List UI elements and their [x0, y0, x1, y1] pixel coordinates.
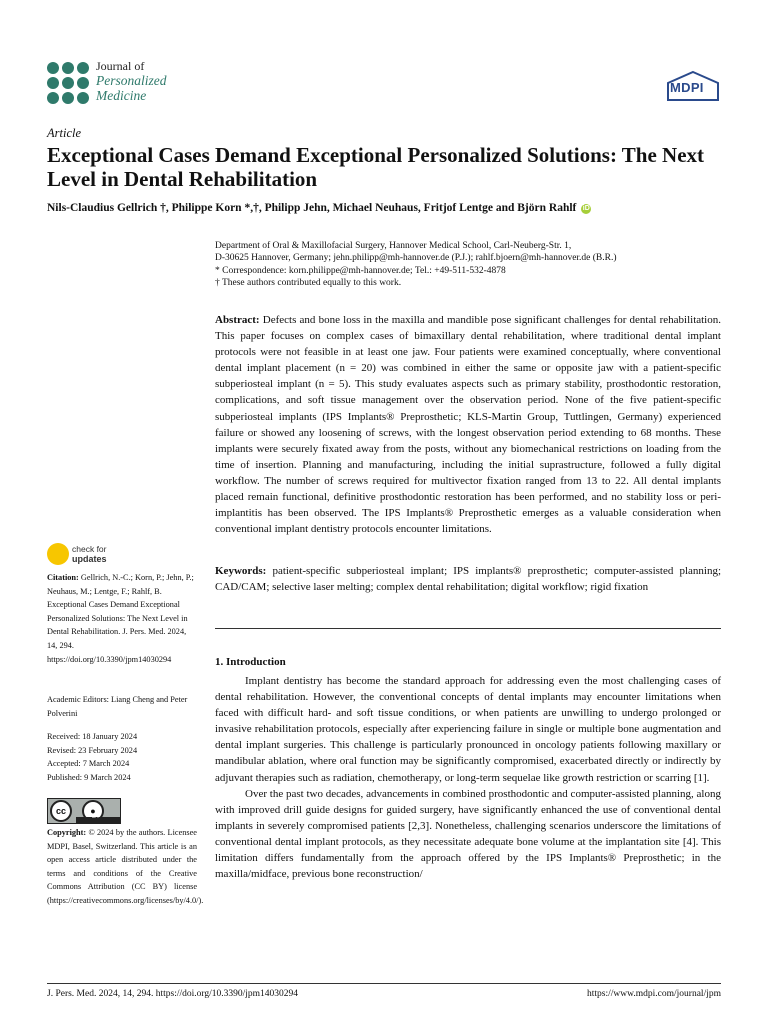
abstract — [215, 312, 721, 537]
footer-journal-url[interactable]: https://www.mdpi.com/journal/jpm — [587, 989, 721, 999]
footer-citation: J. Pers. Med. 2024, 14, 294. https://doi.org/10.3390/jpm14030294 — [47, 989, 299, 999]
paragraph: Over the past two decades, advancements in combined prosthodontic and computer-assisted planning, along with improved drill guide designs for guided surgery, have significantly enhanced the use of conventional dental implants in severely compromised patients [2,3]. Nonetheless, challenging scenarios underscore the limitations of conventional dental implant protocols, as they necessitate adequate bone volume at the implantation site [4]. This limitation differs fundamentally from the approach offered by the IPS Implants® Preprosthetic; in the maxilla/midface, previous bone reconstruction/ — [215, 787, 721, 881]
affiliation-line-1: Department of Oral & Maxillofacial Surgery, Hannover Medical School, Carl-Neuberg-Str. 1, — [215, 241, 572, 251]
correspondence: * Correspondence: korn.philippe@mh-hannover.de; Tel.: +49-511-532-4878 — [215, 265, 506, 276]
check-for-updates-line2[interactable]: updates — [72, 554, 107, 564]
orcid-icon[interactable]: iD — [582, 205, 590, 212]
abstract-text: Defects and bone loss in the maxilla and mandible pose significant challenges for dental rehabilitation. This paper focuses on complex cases of bimaxillary dental rehabilitation, where traditional dental implant protocols were not feasible in at least one jaw. Four patients were examined conceptually, where conventional dental implant placement (n = 20) was combined in either the same or opposite jaw with a patient-specific subperiosteal implant (n = 5). This study evaluates aspects such as primary stability, prosthodontic restoration, complications, and soft tissue management over the observation period. None of the five patient-specific subperiosteal implants (IPS Implants® Preprosthetic; KLS-Martin Group, Tuttlingen, Germany) experienced failure or showed any loosening of screws, with the longest observation period extending to 68 months. These implants were securely fixated away from the posts, without any biomechanical restrictions on loading from the time of insertion. Planning and manufacturing, including the initial suprastructure, followed a fully digital workflow. The number of screws required for multivector fixation ranged from 13 to 22. All dental implants placed remain functional, definitive prosthodontic restoration has been performed, and no stability loss or peri-implantitis has been observed. The IPS Implants® Preprosthetic emerges as a valuable consideration when conventional implant dentistry protocols encounter limitations. — [215, 314, 721, 536]
copyright-label: Copyright: — [47, 828, 87, 837]
received-date: Received: 18 January 2024 — [47, 732, 138, 741]
footer-divider — [47, 983, 721, 984]
author-list — [47, 202, 747, 214]
by-label: BY — [92, 814, 101, 820]
abstract-label: Abstract: — [215, 314, 260, 326]
accepted-date: Accepted: 7 March 2024 — [47, 759, 130, 769]
section-divider — [215, 628, 721, 629]
keywords-label: Keywords: — [215, 565, 267, 577]
journal-name-line2: Personalized — [96, 73, 167, 88]
citation-label: Citation: — [47, 573, 79, 582]
journal-name-line1: Journal of — [96, 59, 145, 73]
section-heading-introduction: 1. Introduction — [215, 656, 286, 668]
affiliations — [215, 240, 715, 290]
author-names: Nils-Claudius Gellrich †, Philippe Korn *,†, Philipp Jehn, Michael Neuhaus, Fritjof Lentge and Björn Rahlf — [47, 202, 577, 214]
journal-name — [96, 59, 167, 103]
keywords — [215, 563, 721, 595]
article-title: Exceptional Cases Demand Exceptional Personalized Solutions: The Next Level in Dental Rehabilitation — [47, 143, 705, 191]
cc-by-license-icon[interactable] — [47, 798, 121, 824]
revised-date: Revised: 23 February 2024 — [47, 745, 138, 755]
journal-logo-icon — [47, 62, 89, 104]
by-label-bar — [76, 814, 120, 823]
citation-text: Gellrich, N.-C.; Korn, P.; Jehn, P.; Neuhaus, M.; Lentge, F.; Rahlf, B. Exceptional Cases Demand Exceptional Personalized Solutions: The Next Level in Dental Rehabilitation. J. Pers. Med. 2024, 14, 294. https://doi.org/10.3390/jpm14030294 — [47, 573, 194, 664]
check-for-updates-line1[interactable]: check for — [72, 544, 107, 554]
equal-contribution-note: † These authors contributed equally to this work. — [215, 278, 402, 289]
keywords-text: patient-specific subperiosteal implant; IPS implants® preprosthetic; computer-assisted planning; CAD/CAM; selective laser melting; complex dental rehabilitation; digital workflow; rigid fixation — [215, 565, 721, 594]
citation-block — [47, 571, 197, 666]
paragraph: Implant dentistry has become the standard approach for addressing even the most challenging cases of dental rehabilitation. However, the conventional concepts of dental implants may encounter limitations when faced with difficult hard- and soft tissue conditions, or when patients are unwilling to undergo prolonged or invasive rehabilitation protocols, especially after experiencing failure in single or multiple bone augmentation and dental implant surgeries. This challenge is particularly pronounced in oncology patients following maxillary or mandibular ablation, where oral function may be significantly compromised, exacerbated directly or indirectly by adjuvant therapies such as radiation, chemotherapy, or long-term sequelae like growth restriction or scarring [1]. — [215, 675, 721, 784]
cc-icon: cc — [50, 800, 72, 822]
copyright-text: © 2024 by the authors. Licensee MDPI, Basel, Switzerland. This article is an open access article distributed under the terms and conditions of the Creative Commons Attribution (CC BY) license (https://creativecommons.org/licenses/by/4.0/). — [47, 828, 204, 905]
article-type: Article — [47, 126, 82, 140]
affiliation-line-2: D-30625 Hannover, Germany; jehn.philipp@mh-hannover.de (P.J.); rahlf.bjoern@mh-hannover.de (B.R.) — [215, 253, 617, 264]
publisher-logo-text: MDPI — [670, 80, 704, 95]
academic-editors: Academic Editors: Liang Cheng and Peter Polverini — [47, 695, 188, 718]
publication-dates — [47, 730, 197, 784]
journal-name-line3: Medicine — [96, 88, 147, 103]
attribution-icon: ● — [82, 800, 104, 822]
introduction-body — [215, 673, 721, 882]
published-date: Published: 9 March 2024 — [47, 772, 131, 782]
copyright-notice — [47, 826, 204, 908]
check-for-updates-icon[interactable] — [47, 543, 69, 565]
